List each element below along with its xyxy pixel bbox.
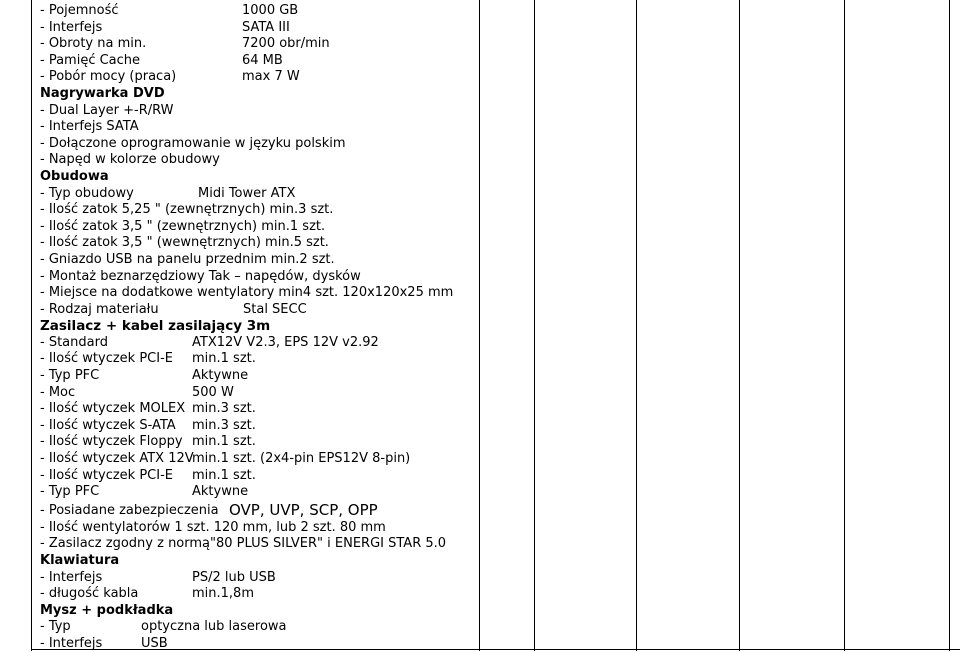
- spec-label: Zasilacz + kabel zasilający 3m: [40, 318, 271, 335]
- table-column-divider: [949, 0, 950, 651]
- spec-label: Klawiatura: [40, 553, 120, 568]
- spec-label: - długość kabla: [40, 586, 139, 602]
- spec-label: - Ilość wtyczek MOLEX: [40, 401, 186, 417]
- spec-row: [40, 3, 472, 20]
- spec-row: [40, 368, 472, 385]
- spec-label: - Ilość wtyczek Floppy: [40, 434, 183, 450]
- spec-value: OVP, UVP, SCP, OPP: [229, 500, 378, 519]
- spec-row: [40, 501, 472, 520]
- spec-label: Mysz + podkładka: [40, 602, 174, 618]
- spec-label: Obudowa: [40, 168, 109, 184]
- spec-value: min.1 szt. (2x4-pin EPS12V 8-pin): [192, 451, 411, 467]
- spec-row: [40, 385, 472, 402]
- spec-label: - Ilość zatok 3,5 " (wewnętrznych) min.5 szt.: [40, 235, 329, 251]
- spec-label: - Dual Layer +-R/RW: [40, 102, 174, 118]
- spec-label: - Ilość wtyczek PCI-E: [40, 351, 173, 367]
- spec-row: [40, 269, 472, 286]
- table-border-left: [31, 0, 32, 651]
- spec-value: min.3 szt.: [192, 401, 256, 417]
- spec-value: 1000 GB: [242, 3, 299, 18]
- spec-label: - Ilość zatok 3,5 " (zewnętrznych) min.1 szt.: [40, 218, 326, 234]
- spec-label: - Obroty na min.: [40, 36, 147, 52]
- spec-row: [40, 136, 472, 153]
- spec-row: [40, 619, 472, 636]
- spec-value: USB: [141, 635, 168, 651]
- spec-label: - Gniazdo USB na panelu przednim min.2 szt.: [40, 251, 335, 267]
- spec-row: [40, 69, 472, 86]
- spec-label: - Montaż beznarzędziowy Tak – napędów, dysków: [40, 268, 361, 284]
- spec-label: Nagrywarka DVD: [40, 85, 165, 101]
- specification-cell: [40, 3, 472, 653]
- spec-label: - Pobór mocy (praca): [40, 69, 177, 85]
- spec-value: min.3 szt.: [192, 417, 256, 433]
- table-column-divider: [636, 0, 637, 651]
- spec-label: - Typ PFC: [40, 484, 100, 500]
- spec-label: - Pamięć Cache: [40, 52, 141, 68]
- section-heading: [40, 169, 472, 186]
- spec-value: min.1 szt.: [192, 467, 256, 483]
- spec-row: [40, 302, 472, 319]
- spec-value: Aktywne: [192, 368, 249, 384]
- spec-label: - Moc: [40, 384, 76, 400]
- spec-value: Aktywne: [192, 484, 249, 500]
- spec-value: ATX12V V2.3, EPS 12V v2.92: [192, 334, 379, 350]
- spec-row: [40, 152, 472, 169]
- spec-row: [40, 36, 472, 53]
- spec-label: - Ilość wentylatorów 1 szt. 120 mm, lub 2 szt. 80 mm: [40, 519, 386, 535]
- spec-label: - Ilość wtyczek PCI-E: [40, 467, 173, 483]
- spec-label: - Typ: [40, 619, 71, 635]
- spec-row: [40, 252, 472, 269]
- spec-row: [40, 536, 472, 553]
- spec-label: - Ilość wtyczek S-ATA: [40, 417, 176, 433]
- spec-label: - Dołączone oprogramowanie w języku polskim: [40, 135, 346, 151]
- spec-row: [40, 636, 472, 653]
- spec-row: [40, 53, 472, 70]
- spec-value: min.1 szt.: [192, 351, 256, 367]
- spec-row: [40, 219, 472, 236]
- spec-row: [40, 570, 472, 587]
- spec-row: [40, 351, 472, 368]
- spec-row: [40, 335, 472, 352]
- table-column-divider: [844, 0, 845, 651]
- spec-label: - Interfejs: [40, 19, 103, 35]
- spec-value: PS/2 lub USB: [192, 569, 276, 585]
- spec-label: - Zasilacz zgodny z normą"80 PLUS SILVER" i ENERGI STAR 5.0: [40, 536, 447, 552]
- spec-label: - Typ obudowy: [40, 185, 134, 201]
- spec-label: - Napęd w kolorze obudowy: [40, 152, 220, 168]
- spec-label: - Interfejs SATA: [40, 119, 139, 135]
- spec-row: [40, 468, 472, 485]
- spec-label: - Posiadane zabezpieczenia: [40, 502, 219, 518]
- spec-row: [40, 586, 472, 603]
- spec-row: [40, 119, 472, 136]
- spec-row: [40, 401, 472, 418]
- spec-value: optyczna lub laserowa: [141, 619, 287, 635]
- spec-row: [40, 103, 472, 120]
- spec-value: Stal SECC: [243, 301, 307, 317]
- spec-value: min.1 szt.: [192, 434, 256, 450]
- spec-value: 500 W: [192, 384, 234, 400]
- spec-row: [40, 20, 472, 37]
- spec-label: - Ilość zatok 5,25 " (zewnętrznych) min.3 szt.: [40, 202, 334, 218]
- spec-row: [40, 434, 472, 451]
- spec-row: [40, 451, 472, 468]
- spec-row: [40, 418, 472, 435]
- spec-row: [40, 520, 472, 537]
- spec-value: SATA III: [242, 19, 290, 35]
- spec-label: - Ilość wtyczek ATX 12V: [40, 451, 194, 467]
- table-column-divider: [534, 0, 535, 651]
- section-heading: [40, 603, 472, 620]
- section-heading: [40, 318, 472, 335]
- spec-label: - Interfejs: [40, 569, 103, 585]
- spec-label: - Pojemność: [40, 3, 119, 18]
- spec-row: [40, 285, 472, 302]
- section-heading: [40, 86, 472, 103]
- spec-value: max 7 W: [242, 69, 300, 85]
- spec-label: - Interfejs: [40, 635, 103, 651]
- spec-row: [40, 202, 472, 219]
- spec-label: - Typ PFC: [40, 368, 100, 384]
- section-heading: [40, 553, 472, 570]
- spec-label: - Miejsce na dodatkowe wentylatory min4 szt. 120x120x25 mm: [40, 285, 454, 301]
- spec-value: Midi Tower ATX: [198, 185, 296, 201]
- spec-label: - Standard: [40, 334, 108, 350]
- table-column-divider: [479, 0, 480, 651]
- spec-value: 7200 obr/min: [242, 36, 330, 52]
- spec-row: [40, 235, 472, 252]
- spec-row: [40, 186, 472, 203]
- spec-value: 64 MB: [242, 52, 283, 68]
- spec-row: [40, 484, 472, 501]
- spec-value: min.1,8m: [192, 586, 254, 602]
- spec-label: - Rodzaj materiału: [40, 301, 159, 317]
- table-column-divider: [739, 0, 740, 651]
